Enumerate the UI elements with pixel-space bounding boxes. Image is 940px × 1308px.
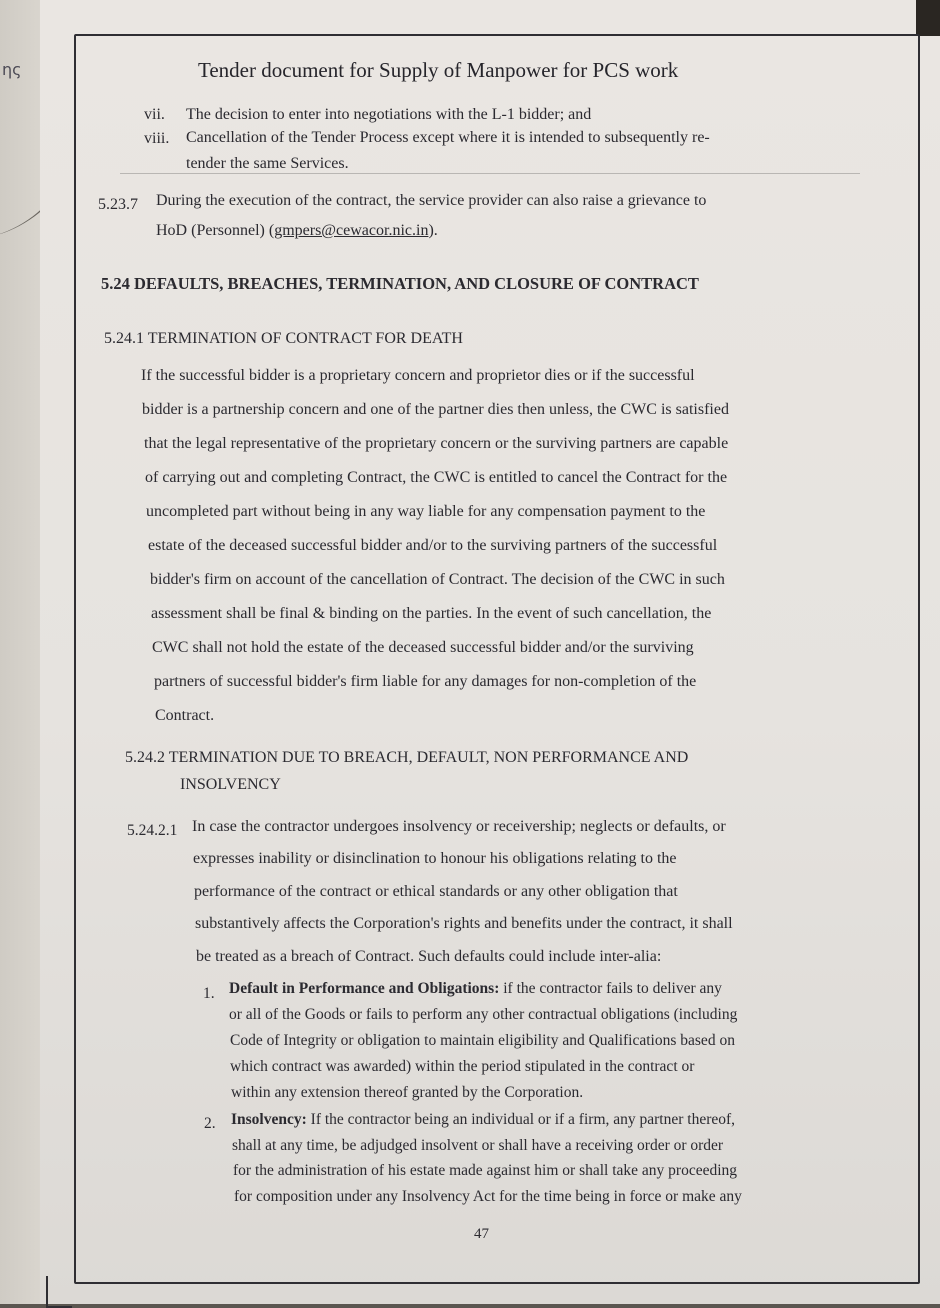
list-item-first-line	[229, 981, 722, 997]
clause-text-line2	[156, 223, 438, 239]
item-line: for composition under any Insolvency Act for the time being in force or make any	[234, 1188, 742, 1205]
paragraph-line: substantively affects the Corporation's rights and benefits under the contract, it shall	[195, 915, 733, 932]
section-heading: 5.24 DEFAULTS, BREACHES, TERMINATION, AND CLOSURE OF CONTRACT	[101, 274, 699, 293]
list-marker: vii.	[144, 106, 165, 123]
paragraph-line: CWC shall not hold the estate of the deceased successful bidder and/or the surviving	[152, 639, 694, 656]
item-text: if the contractor fails to deliver any	[503, 980, 722, 997]
list-item-first-line	[231, 1112, 735, 1128]
document-page	[40, 0, 940, 1304]
paragraph-line: performance of the contract or ethical standards or any other obligation that	[194, 883, 678, 900]
subsection-heading: 5.24.1 TERMINATION OF CONTRACT FOR DEATH	[104, 330, 463, 347]
item-text: If the contractor being an individual or if a firm, any partner thereof,	[310, 1111, 736, 1128]
paragraph-line: estate of the deceased successful bidder and/or to the surviving partners of the successful	[148, 537, 718, 554]
clause-text: During the execution of the contract, the service provider can also raise a grievance to	[156, 192, 707, 209]
list-item-text: Cancellation of the Tender Process except where it is intended to subsequently re-	[186, 129, 710, 146]
faint-rule	[120, 173, 860, 174]
page-number: 47	[474, 1226, 489, 1242]
paragraph-line: uncompleted part without being in any way liable for any compensation payment to the	[146, 503, 706, 520]
background-handwriting: ης	[2, 60, 22, 79]
paragraph-line: If the successful bidder is a proprietary concern and proprietor dies or if the successful	[141, 367, 695, 384]
list-item-text: tender the same Services.	[186, 155, 349, 172]
clause-text: HoD (Personnel) (	[156, 222, 275, 239]
list-item-text: The decision to enter into negotiations with the L-1 bidder; and	[186, 106, 592, 123]
paragraph-line: expresses inability or disinclination to honour his obligations relating to the	[193, 850, 677, 867]
item-line: which contract was awarded) within the period stipulated in the contract or	[230, 1058, 695, 1075]
clause-number: 5.23.7	[98, 196, 138, 213]
item-title: Default in Performance and Obligations:	[229, 980, 500, 997]
background-corner	[916, 0, 940, 36]
item-line: Code of Integrity or obligation to maintain eligibility and Qualifications based on	[230, 1032, 735, 1049]
item-line: within any extension thereof granted by the Corporation.	[231, 1084, 584, 1101]
paragraph-line: partners of successful bidder's firm liable for any damages for non-completion of the	[154, 673, 697, 690]
paragraph-line: that the legal representative of the proprietary concern or the surviving partners are capable	[144, 435, 729, 452]
page-header: Tender document for Supply of Manpower for PCS work	[198, 58, 679, 82]
item-line: shall at any time, be adjudged insolvent or shall have a receiving order or order	[232, 1137, 724, 1154]
paragraph-line: In case the contractor undergoes insolvency or receivership; neglects or defaults, or	[192, 818, 726, 835]
paragraph-line: assessment shall be final & binding on the parties. In the event of such cancellation, the	[151, 605, 712, 622]
clause-number: 5.24.2.1	[127, 822, 178, 839]
item-line: for the administration of his estate made against him or shall take any proceeding	[233, 1162, 738, 1179]
list-marker: 2.	[204, 1115, 216, 1132]
subsection-heading: 5.24.2 TERMINATION DUE TO BREACH, DEFAULT, NON PERFORMANCE AND	[125, 749, 689, 766]
subsection-heading: INSOLVENCY	[180, 776, 281, 793]
paragraph-line: be treated as a breach of Contract. Such defaults could include inter-alia:	[196, 948, 662, 965]
paragraph-line: Contract.	[155, 707, 215, 724]
paragraph-line: bidder is a partnership concern and one of the partner dies then unless, the CWC is satisfied	[142, 401, 729, 418]
email-link[interactable]: gmpers@cewacor.nic.in	[274, 222, 429, 239]
paragraph-line: bidder's firm on account of the cancellation of Contract. The decision of the CWC in such	[150, 571, 725, 588]
border-tail	[46, 1276, 72, 1308]
item-line: or all of the Goods or fails to perform any other contractual obligations (including	[229, 1006, 738, 1023]
item-title: Insolvency:	[231, 1111, 307, 1128]
list-marker: viii.	[144, 130, 170, 147]
clause-text: ).	[428, 222, 438, 239]
paragraph-line: of carrying out and completing Contract, the CWC is entitled to cancel the Contract for the	[145, 469, 728, 486]
list-marker: 1.	[203, 985, 215, 1002]
